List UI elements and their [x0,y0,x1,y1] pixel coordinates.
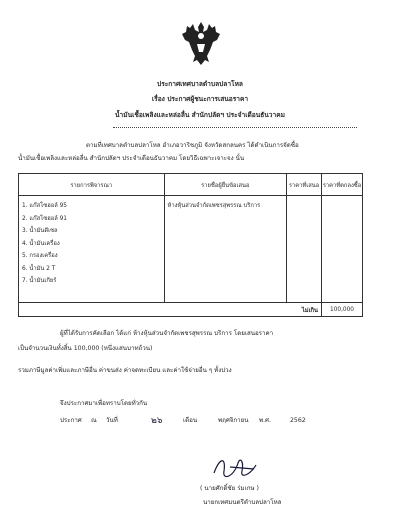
list-item: 4. น้ำมันเครื่อง [22,240,60,247]
announcement-subject: เรื่อง ประกาศผู้ชนะการเสนอราคา [151,95,249,103]
list-item: 1. แก๊สโซฮอล์ 95 [22,203,67,209]
date-label-year: พ.ศ. [259,417,271,424]
table-header-row [19,174,363,196]
date-label-announce: ประกาศ [60,417,82,424]
separator-line [113,127,357,130]
date-day-handwritten: ๒๖ [151,416,163,426]
amount-line: เป็นจำนวนเงินทั้งสิ้น 100,000 (หนึ่งแสนบาทถ้วน) [18,345,153,352]
total-label: ไม่เกิน [287,303,322,317]
table-header-items: รายการพิจารณา [19,174,165,196]
total-row [19,303,363,317]
date-label-month: เดือน [183,417,198,424]
vat-line: รวมภาษีมูลค่าเพิ่มและภาษีอื่น ค่าขนส่ง ค่าจดทะเบียน และค่าใช้จ่ายอื่น ๆ ทั้งปวง [18,367,232,374]
list-item: 6. น้ำมัน 2 T [22,265,56,272]
announcement-title: ประกาศเทศบาลตำบลปลาโหล [157,80,243,88]
bidder-name: ห้างหุ้นส่วนจำกัดเพชรสุพรรณ บริการ [167,203,261,209]
signatory-position: นายกเทศมนตรีตำบลปลาโหล [203,499,282,506]
intro-line-1: ตามที่เทศบาลตำบลปลาโหล อำเภอวาริชภูมิ จังหวัดสกลนคร ได้ดำเนินการจัดซื้อ [86,142,299,149]
table-header-offered-price: ราคาที่เสนอ [287,174,322,196]
total-spacer-cell [19,303,287,317]
total-value: 100,000 [322,303,363,317]
date-label-at: ณ [91,417,97,424]
winner-line: ผู้ที่ได้รับการคัดเลือก ได้แก่ ห้างหุ้นส่วนจำกัดเพชรสุพรรณ บริการ โดยเสนอราคา [60,330,274,337]
offered-price-cell [287,196,322,303]
announcement-subject-detail: น้ำมันเชื้อเพลิงและหล่อลื่น สำนักปลัดฯ ประจำเดือนธันวาคม [115,111,285,119]
bid-table [18,173,363,317]
table-header-agreed-price: ราคาที่ตกลงซื้อ [322,174,363,196]
list-item: 7. น้ำมันเกียร์ [22,278,57,284]
item-list-cell [19,196,165,303]
signatory-name: ( นายศักดิ์ชัย ร่มเกษ ) [200,485,259,492]
date-year: 2562 [290,417,306,424]
date-month: พฤศจิกายน [218,417,249,424]
list-item: 2. แก๊สโซฮอล์ 91 [22,215,67,222]
garuda-emblem [181,20,221,66]
date-label-day: วันที่ [106,417,118,424]
list-item: 3. น้ำมันดีเซล [22,228,58,234]
notice-line: จึงประกาศมาเพื่อทราบโดยทั่วกัน [60,400,148,407]
table-header-bidder: รายชื่อผู้ยื่นข้อเสนอ [164,174,287,196]
handwritten-signature [210,453,270,487]
agreed-price-cell [322,196,363,303]
bidder-cell [164,196,287,303]
table-row [19,196,363,303]
intro-line-2: น้ำมันเชื้อเพลิงและหล่อลื่น สำนักปลัดฯ ประจำเดือนธันวาคม โดยวิธีเฉพาะเจาะจง นั้น [18,155,245,162]
list-item: 5. กรองเครื่อง [22,253,58,259]
